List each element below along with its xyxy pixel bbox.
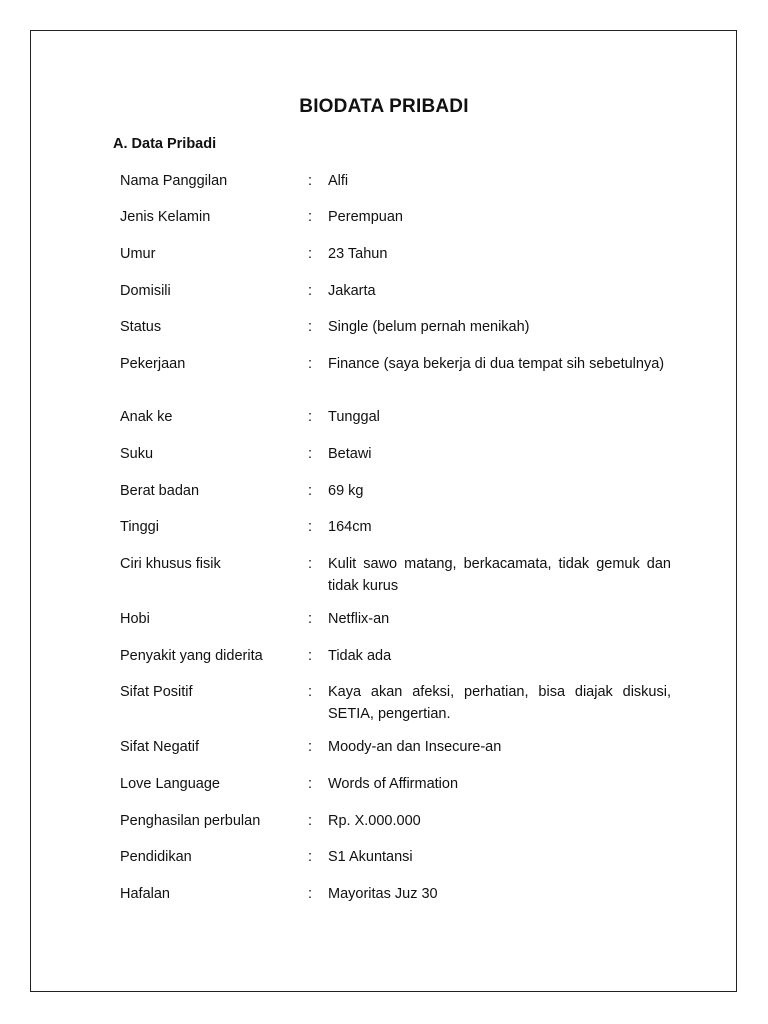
field-value: Netflix-an: [328, 611, 390, 627]
field-value: Tunggal: [328, 409, 380, 425]
field-separator: :: [308, 648, 313, 664]
field-label: Love Language: [120, 776, 220, 792]
field-value: Mayoritas Juz 30: [328, 886, 438, 902]
field-label: Jenis Kelamin: [120, 209, 211, 225]
field-label: Domisili: [120, 283, 171, 299]
field-separator: :: [308, 356, 313, 372]
field-value: Words of Affirmation: [328, 776, 459, 792]
field-separator: :: [308, 209, 313, 225]
field-separator: :: [308, 739, 313, 755]
field-label: Anak ke: [120, 409, 173, 425]
field-separator: :: [308, 409, 313, 425]
field-label: Penyakit yang diderita: [120, 648, 263, 664]
field-value: 69 kg: [328, 483, 364, 499]
field-label: Tinggi: [120, 519, 159, 535]
field-value: Tidak ada: [328, 648, 392, 664]
field-label: Berat badan: [120, 483, 200, 499]
field-separator: :: [308, 446, 313, 462]
field-label: Hobi: [120, 611, 150, 627]
field-separator: :: [308, 849, 313, 865]
field-value: Rp. X.000.000: [328, 813, 421, 829]
field-separator: :: [308, 519, 313, 535]
field-separator: :: [308, 283, 313, 299]
field-label: Ciri khusus fisik: [120, 556, 221, 572]
field-value: Jakarta: [328, 283, 376, 299]
field-separator: :: [308, 813, 313, 829]
field-separator: :: [308, 483, 313, 499]
field-label: Hafalan: [120, 886, 170, 902]
field-value: Perempuan: [328, 209, 403, 225]
section-title: A. Data Pribadi: [113, 136, 217, 152]
field-separator: :: [308, 611, 313, 627]
field-label: Sifat Positif: [120, 684, 193, 700]
field-separator: :: [308, 886, 313, 902]
field-separator: :: [308, 246, 313, 262]
field-value: Kulit sawo matang, berkacamata, tidak gemuk dan tidak kurus: [328, 556, 671, 594]
field-label: Pekerjaan: [120, 356, 186, 372]
field-value: Finance (saya bekerja di dua tempat sih sebetulnya): [328, 356, 665, 372]
field-value: Moody-an dan Insecure-an: [328, 739, 502, 755]
field-value: Single (belum pernah menikah): [328, 319, 530, 335]
field-value: Kaya akan afeksi, perhatian, bisa diajak diskusi, SETIA, pengertian.: [328, 684, 671, 722]
field-label: Pendidikan: [120, 849, 192, 865]
field-separator: :: [308, 556, 313, 572]
field-value: S1 Akuntansi: [328, 849, 413, 865]
field-value: Alfi: [328, 173, 349, 189]
document-title: BIODATA PRIBADI: [299, 96, 469, 117]
field-separator: :: [308, 776, 313, 792]
field-value: Betawi: [328, 446, 372, 462]
field-label: Status: [120, 319, 162, 335]
field-separator: :: [308, 319, 313, 335]
field-label: Sifat Negatif: [120, 739, 199, 755]
field-separator: :: [308, 173, 313, 189]
field-value: 23 Tahun: [328, 246, 388, 262]
field-value: 164cm: [328, 519, 372, 535]
field-label: Nama Panggilan: [120, 173, 228, 189]
field-separator: :: [308, 684, 313, 700]
field-label: Umur: [120, 246, 156, 262]
field-label: Penghasilan perbulan: [120, 813, 261, 829]
field-label: Suku: [120, 446, 154, 462]
